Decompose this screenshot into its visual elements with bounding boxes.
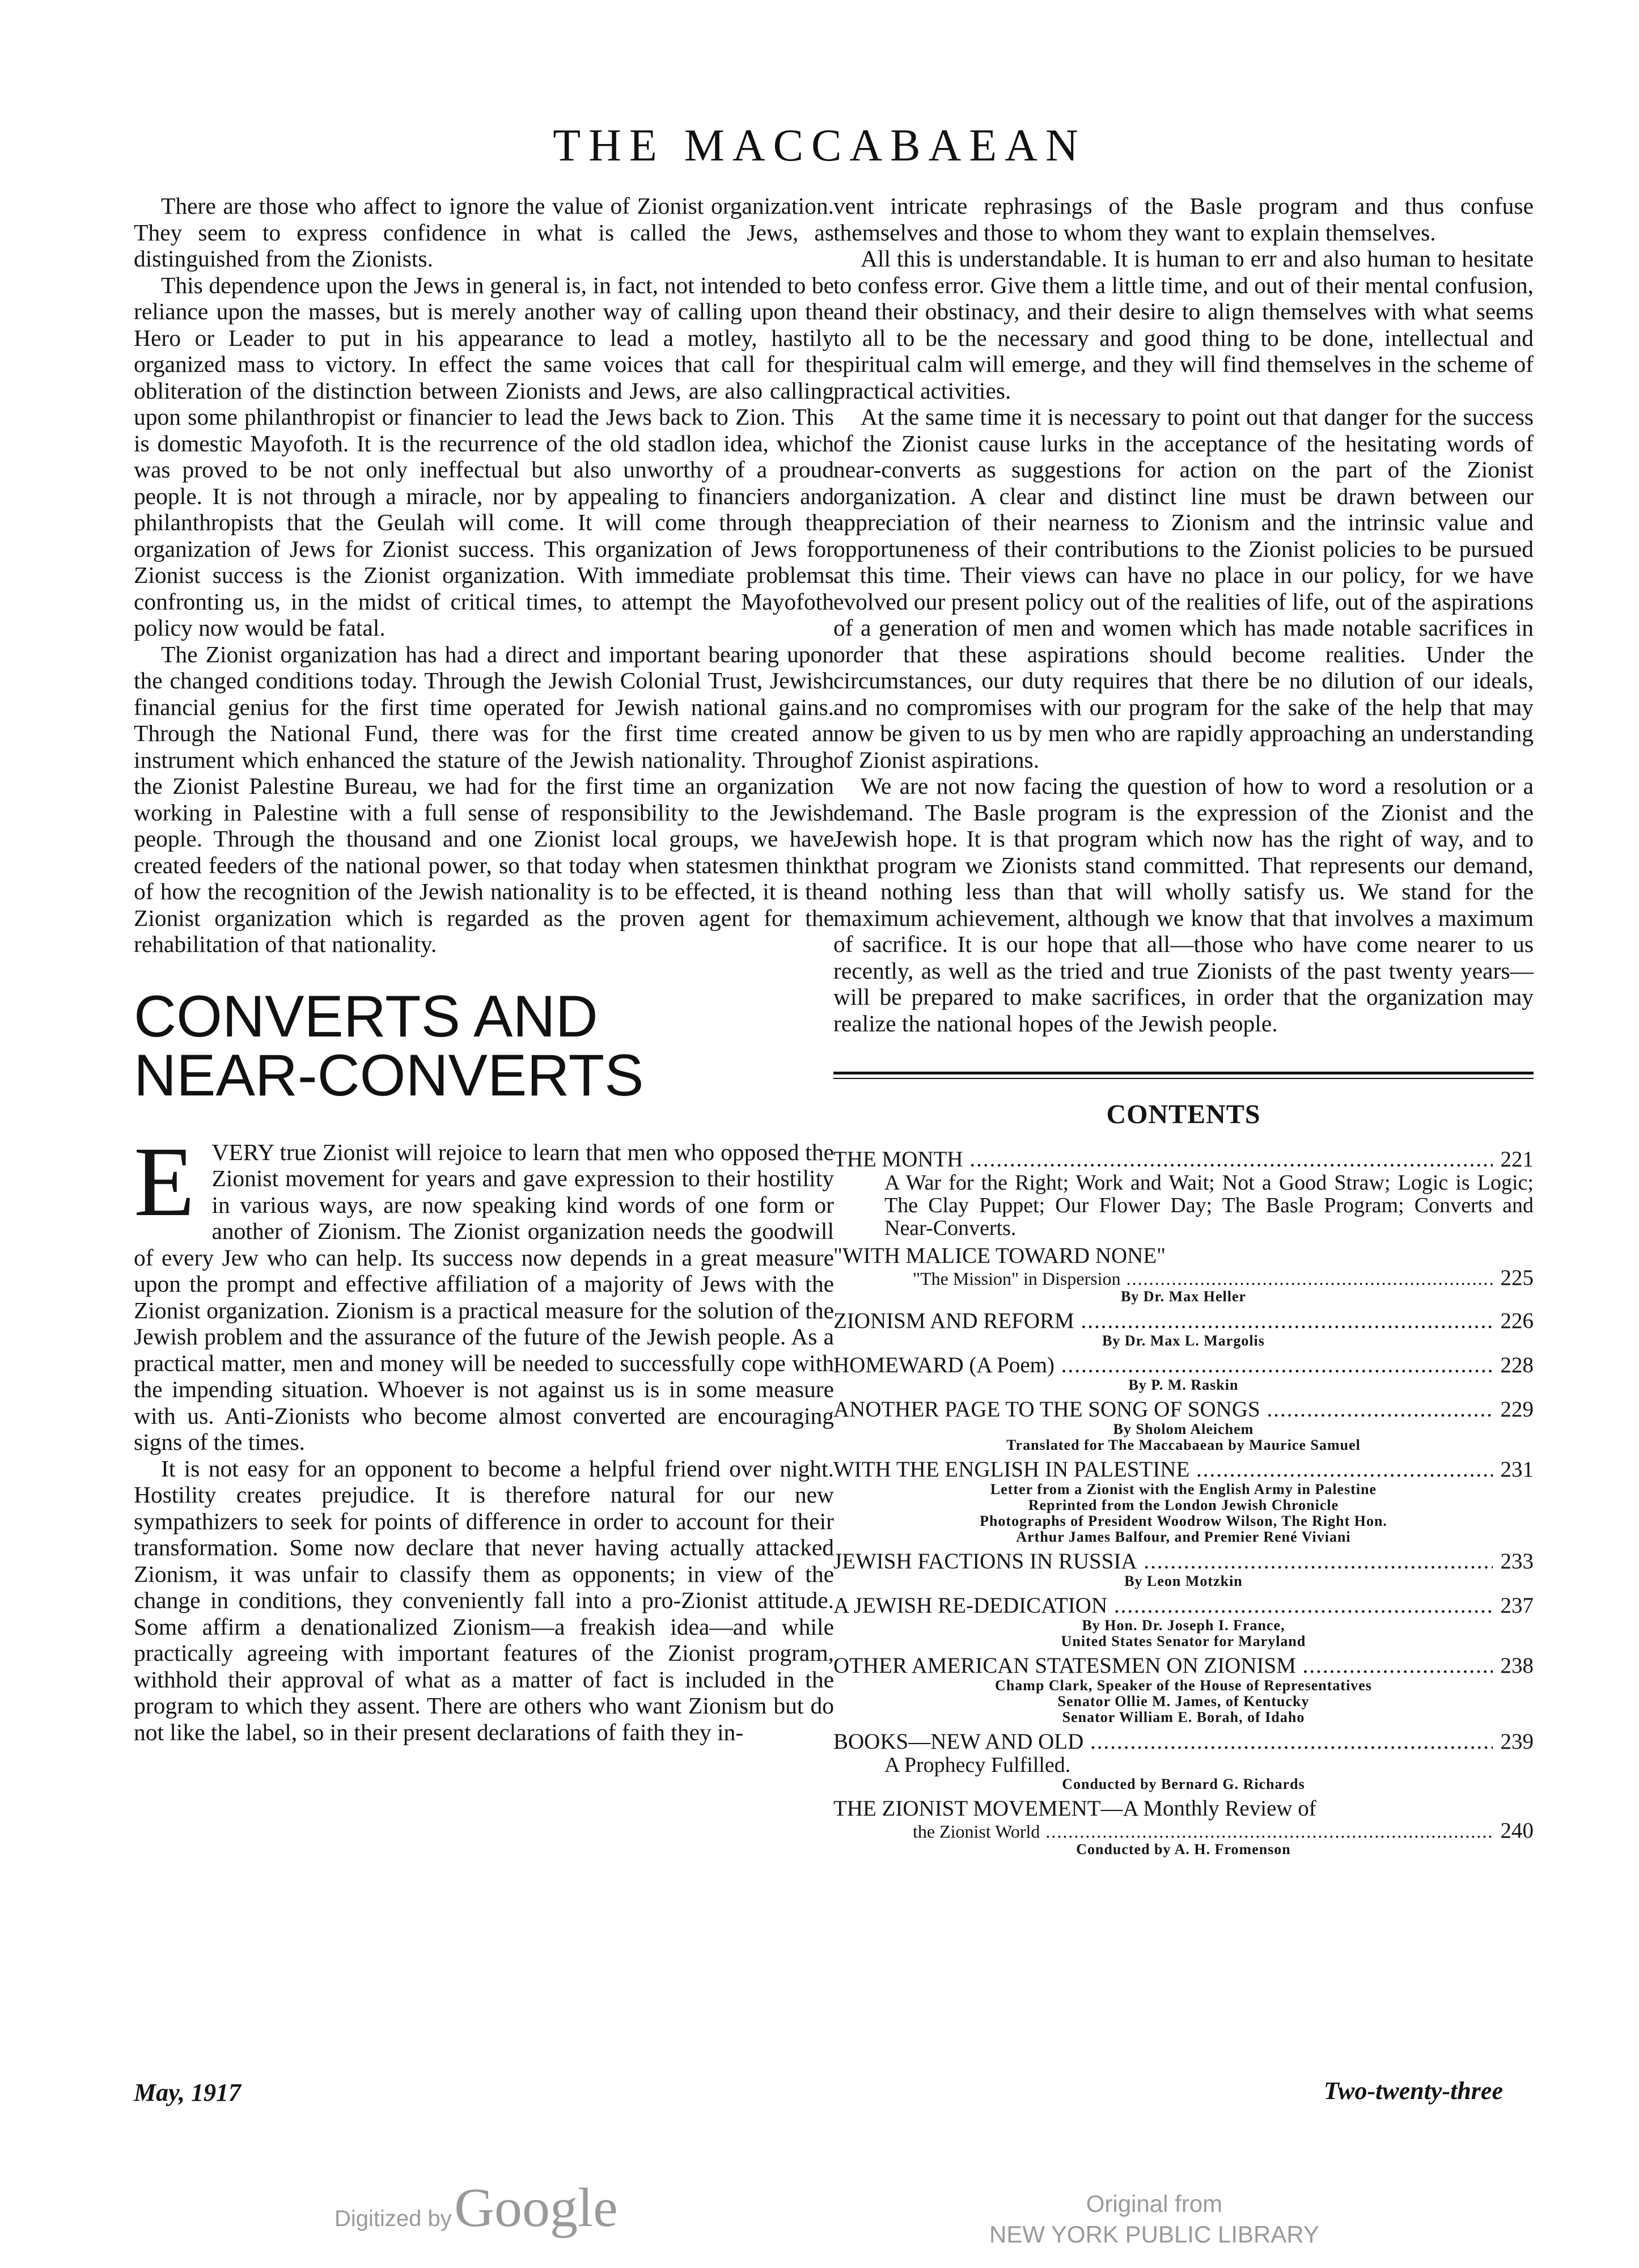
article-paragraph-5: We are not now facing the question of how to word a resolution or a demand. The Basle program is the expression of the Zionist and the Jewish hope. It is that program which now has the right of way, and to that program we Zionists stand committed. That represents our demand, and nothing less than that will wholly satisfy us. We stand for the maximum achievement, although we know that that involves a maximum of sacrifice. It is our hope that all—those who have come nearer to us recently, as well as the tried and true Zionists of the past twenty years—will be prepared to make sacrifices, in order that the organization may realize the national hopes of the Jewish people. [833,773,1534,1036]
article-paragraph-3: All this is understandable. It is human to err and also human to hesitate to confess error. Give them a little time, and out of their mental confusion, and their obstinacy, and their desire to align themselves with what seems to all to be the necessary and good thing to be done, intellectual and spiritual calm will emerge, and they will find themselves in the scheme of practical activities. [833,246,1534,404]
toc-page: 226 [1500,1308,1534,1333]
toc-page: 238 [1500,1653,1534,1678]
toc-entry [833,1309,1534,1349]
toc-title: WITH THE ENGLISH IN PALESTINE ..... [833,1458,1493,1482]
contents-heading: CONTENTS [1106,1099,1261,1129]
toc-page: 231 [1500,1457,1534,1482]
toc-credit: By Dr. Max L. Margolis [1102,1332,1265,1349]
article-paragraph-4: At the same time it is necessary to point out that danger for the success of the Zionist cause lurks in the acceptance of the hesitating words of near-converts as suggestions for action on the part of the Zionist organization. A clear and distinct line must be drawn between our appreciation of their nearness to Zionism and the intrinsic value and opportuneness of their contributions to the Zionist policies to be pursued at this time. Their views can have no place in our policy, for we have evolved our present policy out of the realities of life, out of the aspirations of a generation of men and women which has made notable sacrifices in order that these aspirations should become realities. Under the circumstances, our duty requires that there be no dilution of our ideals, and no compromises with our program for the sake of the help that may now be given to us by men who are rapidly approaching an understanding of Zionist aspirations. [833,404,1534,773]
toc-credit: Arthur James Balfour, and Premier René Viviani [1016,1528,1351,1545]
toc-entry [833,1594,1534,1649]
toc-page: 237 [1500,1593,1534,1618]
toc-title: HOMEWARD (A Poem) ..... [833,1353,1493,1377]
toc-description: A War for the Right; Work and Wait; Not a Good Straw; Logic is Logic; The Clay Puppet; Our Flower Day; The Basle Program; Converts and Near-Converts. [884,1170,1534,1240]
google-logo: Google [454,2177,618,2239]
digitized-by-watermark [334,2176,618,2240]
toc-entry [833,1730,1534,1792]
toc-credit: Conducted by Bernard G. Richards [1062,1775,1305,1792]
toc-title: A JEWISH RE-DEDICATION ..... [833,1594,1493,1618]
toc-credit: By Hon. Dr. Joseph I. France, [1082,1617,1285,1634]
toc-entry [833,1654,1534,1725]
intro-paragraph-1: There are those who affect to ignore the value of Zionist organization. They seem to express confidence in what is called the Jews, as distinguished from the Zionists. [134,193,834,272]
toc-entry [833,1458,1534,1545]
toc-title: THE ZIONIST MOVEMENT—A Monthly Review of [833,1796,1316,1821]
toc-entry [833,1550,1534,1589]
toc-credit: Letter from a Zionist with the English Army in Palestine [990,1480,1377,1497]
toc-credit: Champ Clark, Speaker of the House of Representatives [995,1677,1372,1694]
toc-title: ANOTHER PAGE TO THE SONG OF SONGS ..... [833,1398,1493,1421]
toc-page: 228 [1500,1352,1534,1377]
table-of-contents [833,1148,1534,1857]
toc-title: ZIONISM AND REFORM ..... [833,1309,1493,1333]
toc-credit: Photographs of President Woodrow Wilson, The Right Hon. [980,1512,1387,1529]
article-lead-text: VERY true Zionist will rejoice to learn that men who opposed the Zionist movement for years and gave expression to their hostility in various ways, are now speaking kind words of one form or another of Zionism. The Zionist organization needs the goodwill of every Jew who can help. Its success now depends in a great measure upon the prompt and effective affiliation of a majority of Jews with the Zionist organization. Zionism is a practical measure for the solution of the Jewish problem and the assurance of the future of the Jewish people. As a practical matter, men and money will be needed to successfully cope with the impending situation. Whoever is not against us is in some measure with us. Anti-Zionists who become almost converted are encouraging signs of the times. [134,1139,834,1455]
toc-subtitle: "The Mission" in Dispersion ..... [913,1268,1493,1289]
contents-divider [833,1072,1534,1079]
toc-entry [833,1797,1534,1857]
toc-page: 221 [1500,1146,1534,1171]
toc-page: 233 [1500,1548,1534,1573]
toc-title: THE MONTH ..... [833,1148,1493,1171]
article-title-line-2: NEAR-CONVERTS [134,1042,644,1108]
article-title-line-1: CONVERTS AND [134,983,598,1050]
library-watermark [989,2189,1319,2250]
toc-subtitle: the Zionist World ..... [913,1821,1493,1842]
toc-credit: Translated for The Maccabaean by Maurice Samuel [1006,1436,1361,1453]
toc-credit: By P. M. Raskin [1128,1376,1239,1393]
page-number: Two-twenty-three [1323,2077,1503,2105]
toc-title: JEWISH FACTIONS IN RUSSIA ..... [833,1550,1493,1573]
toc-title: BOOKS—NEW AND OLD ..... [833,1730,1493,1754]
intro-paragraph-2: This dependence upon the Jews in general is, in fact, not intended to be reliance upon the masses, but is merely another way of calling upon the Hero or Leader to put in his appearance to lead a motley, hastily organized mass to victory. In effect the same voices that call for the obliteration of the distinction between Zionists and Jews, are also calling upon some philanthropist or financier to lead the Jews back to Zion. This is domestic Mayofoth. It is the recurrence of the old stadlon idea, which was proved to be not only ineffectual but also unworthy of a proud people. It is not through a miracle, nor by appealing to financiers and philanthropists that the Geulah will come. It will come through the organization of Jews for Zionist success. This organization of Jews for Zionist success is the Zionist organization. With immediate problems confronting us, in the midst of critical times, to attempt the Mayofoth policy now would be fatal. [134,272,834,641]
toc-description: A Prophecy Fulfilled. [884,1753,1071,1777]
toc-credit: By Dr. Max Heller [1120,1288,1247,1305]
article-lead-paragraph [134,1126,834,1455]
masthead: THE MACCABAEAN [553,121,1086,171]
toc-title: "WITH MALICE TOWARD NONE" [833,1243,1166,1268]
toc-credit: By Leon Motzkin [1124,1572,1243,1589]
left-column [134,193,834,1745]
issue-date: May, 1917 [134,2079,242,2106]
toc-title: OTHER AMERICAN STATESMEN ON ZIONISM ..... [833,1654,1493,1678]
toc-page: 239 [1500,1729,1534,1754]
toc-page: 229 [1500,1397,1534,1421]
toc-credit: Senator Ollie M. James, of Kentucky [1057,1692,1310,1710]
toc-page: 240 [1500,1818,1534,1843]
digitized-by-label: Digitized by [334,2206,452,2231]
toc-credit: Senator William E. Borah, of Idaho [1062,1708,1305,1725]
intro-paragraph-3: The Zionist organization has had a direct and important bearing upon the changed conditions today. Through the Jewish Colonial Trust, Jewish financial genius for the first time operated for Jewish national gains. Through the National Fund, there was for the first time created an instrument which enhanced the stature of the Jewish nationality. Through the Zionist Palestine Bureau, we had for the first time an organization working in Palestine with a full sense of responsibility to the Jewish people. Through the thousand and one Zionist local groups, we have created feeders of the national power, so that today when statesmen think of how the recognition of the Jewish nationality is to be effected, it is the Zionist organization which is regarded as the proven agent for the rehabilitation of that nationality. [134,641,834,957]
right-column [833,193,1534,1862]
toc-credit: By Sholom Aleichem [1113,1420,1254,1437]
article-title [134,983,834,1108]
article-paragraph-2: It is not easy for an opponent to become a helpful friend over night. Hostility creates prejudice. It is therefore natural for our new sympathizers to seek for points of difference in order to account for their transformation. Some now declare that never having actually attacked Zionism, it was unfair to classify them as opponents; in view of the change in conditions, they conveniently fall into a pro-Zionist attitude. Some affirm a denationalized Zionism—a freakish idea—and while practically agreeing with important features of the Zionist program, withhold their approval of what as a matter of fact is included in the program to which they assent. There are others who want Zionism but do not like the label, so in their present declarations of faith they in- [134,1455,834,1745]
toc-entry [833,1244,1534,1305]
toc-entry [833,1353,1534,1393]
toc-page: 225 [1500,1265,1534,1290]
continuation-paragraph: vent intricate rephrasings of the Basle program and thus confuse themselves and those to whom they want to explain themselves. [833,193,1534,246]
toc-entry [833,1148,1534,1239]
drop-cap: E [134,1126,195,1237]
toc-entry [833,1398,1534,1453]
toc-credit: Reprinted from the London Jewish Chronicle [1028,1496,1339,1513]
toc-credit: United States Senator for Maryland [1061,1632,1306,1649]
toc-credit: Conducted by A. H. Fromenson [1076,1840,1291,1857]
library-name: NEW YORK PUBLIC LIBRARY [989,2221,1319,2248]
original-from-label: Original from [1086,2190,1223,2217]
